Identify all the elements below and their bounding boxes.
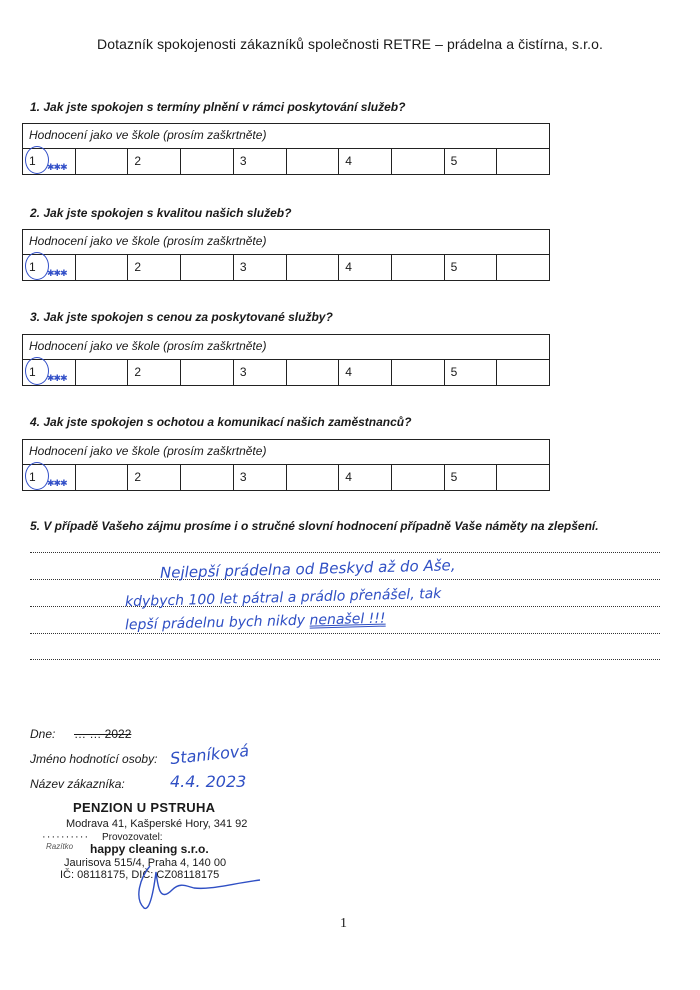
rating-table-1 [22, 123, 550, 175]
grade-4-cell[interactable] [339, 255, 392, 280]
answer-line [30, 579, 660, 580]
grade-5-cell[interactable] [445, 360, 498, 385]
stamp-address: Modrava 41, Kašperské Hory, 341 92 [66, 818, 248, 830]
grade-1-cell[interactable] [23, 255, 76, 280]
signature-icon [120, 858, 270, 918]
comment-line-2: kdybych 100 let pátral a prádlo přenášel, tak [124, 585, 442, 611]
grade-label: 5 [450, 260, 458, 274]
comment-emphasis: nenašel !!! [309, 610, 386, 629]
grade-label: 3 [239, 470, 247, 484]
grade-4-check-cell[interactable] [392, 465, 445, 490]
question-1-label: 1. Jak jste spokojen s termíny plnění v rámci poskytování služeb? [30, 100, 406, 114]
grade-2-check-cell[interactable] [181, 255, 234, 280]
grade-label: 1 [29, 470, 36, 484]
grade-2-check-cell[interactable] [181, 360, 234, 385]
circle-mark [25, 252, 49, 280]
grade-3-check-cell[interactable] [287, 465, 340, 490]
circle-mark [25, 462, 49, 490]
circle-mark [25, 357, 49, 385]
grade-label: 3 [239, 154, 247, 168]
answer-line [30, 552, 660, 553]
grade-3-check-cell[interactable] [287, 255, 340, 280]
grade-5-check-cell[interactable] [497, 255, 549, 280]
grade-2-cell[interactable] [128, 465, 181, 490]
mark-scribble: ✱✱✱ [47, 162, 67, 172]
grade-5-cell[interactable] [445, 149, 498, 174]
grade-5-check-cell[interactable] [497, 465, 549, 490]
mark-scribble: ✱✱✱ [47, 373, 67, 383]
grade-label: 5 [450, 365, 458, 379]
comment-line-3 [125, 611, 386, 634]
comment-line-3-text: lepší prádelnu bych nikdy [124, 612, 306, 634]
grade-label: 4 [345, 470, 352, 484]
date-label: Dne: [30, 727, 56, 741]
grade-1-cell[interactable] [23, 149, 76, 174]
question-2-label: 2. Jak jste spokojen s kvalitou našich služeb? [30, 206, 292, 220]
grade-1-check-cell[interactable] [76, 255, 129, 280]
person-value: Staníková [169, 740, 250, 769]
grade-label: 1 [29, 154, 36, 168]
grade-label: 3 [239, 260, 247, 274]
rating-header: Hodnocení jako ve škole (prosím zaškrtněte) [23, 440, 549, 465]
grade-3-cell[interactable] [234, 255, 287, 280]
grade-label: 4 [345, 154, 352, 168]
grade-1-check-cell[interactable] [76, 465, 129, 490]
grade-label: 2 [134, 260, 142, 274]
grade-2-cell[interactable] [128, 149, 181, 174]
stamp-dots: · · · · · · · · · · [42, 831, 88, 843]
grade-1-cell[interactable] [23, 465, 76, 490]
grade-4-cell[interactable] [339, 149, 392, 174]
mark-scribble: ✱✱✱ [47, 478, 67, 488]
question-5-label: 5. V případě Vašeho zájmu prosíme i o stručné slovní hodnocení případně Vaše náměty na zlepšení. [30, 519, 599, 533]
question-3-label: 3. Jak jste spokojen s cenou za poskytované služby? [30, 310, 333, 324]
grade-1-check-cell[interactable] [76, 360, 129, 385]
grade-2-check-cell[interactable] [181, 465, 234, 490]
grade-5-cell[interactable] [445, 255, 498, 280]
stamp-label: Razítko [46, 842, 74, 851]
grade-label: 1 [29, 365, 36, 379]
grade-3-check-cell[interactable] [287, 149, 340, 174]
grade-3-cell[interactable] [234, 149, 287, 174]
grade-label: 3 [239, 365, 247, 379]
stamp-company: happy cleaning s.r.o. [90, 842, 209, 856]
grade-4-check-cell[interactable] [392, 255, 445, 280]
rating-table-3 [22, 334, 550, 386]
grade-label: 5 [450, 470, 458, 484]
rating-row [23, 255, 549, 280]
customer-value: 4.4. 2023 [170, 772, 247, 791]
person-label: Jméno hodnotící osoby: [30, 752, 158, 766]
grade-3-cell[interactable] [234, 360, 287, 385]
grade-5-cell[interactable] [445, 465, 498, 490]
answer-line [30, 659, 660, 660]
grade-3-check-cell[interactable] [287, 360, 340, 385]
grade-2-check-cell[interactable] [181, 149, 234, 174]
rating-header: Hodnocení jako ve škole (prosím zaškrtněte) [23, 124, 549, 149]
question-4-label: 4. Jak jste spokojen s ochotou a komunikací našich zaměstnanců? [30, 415, 412, 429]
grade-2-cell[interactable] [128, 255, 181, 280]
grade-1-check-cell[interactable] [76, 149, 129, 174]
grade-4-cell[interactable] [339, 360, 392, 385]
grade-label: 2 [134, 365, 142, 379]
comment-line-1: Nejlepší prádelna od Beskyd až do Aše, [159, 556, 456, 582]
rating-row [23, 465, 549, 490]
rating-header: Hodnocení jako ve škole (prosím zaškrtněte) [23, 335, 549, 360]
grade-label: 2 [134, 470, 142, 484]
circle-mark [25, 146, 49, 174]
page-number: 1 [340, 916, 347, 931]
customer-label: Název zákazníka: [30, 777, 125, 791]
grade-4-cell[interactable] [339, 465, 392, 490]
mark-scribble: ✱✱✱ [47, 268, 67, 278]
date-value: … … 2022 [74, 727, 132, 741]
grade-1-cell[interactable] [23, 360, 76, 385]
grade-label: 5 [450, 154, 458, 168]
grade-label: 2 [134, 154, 142, 168]
rating-row [23, 149, 549, 174]
grade-label: 4 [345, 365, 352, 379]
rating-table-4 [22, 439, 550, 491]
rating-table-2 [22, 229, 550, 281]
stamp-operator-label: Provozovatel: [102, 832, 163, 843]
stamp-ids: IČ: 08118175, DIČ: CZ08118175 [60, 869, 220, 881]
grade-4-check-cell[interactable] [392, 149, 445, 174]
grade-3-cell[interactable] [234, 465, 287, 490]
grade-2-cell[interactable] [128, 360, 181, 385]
stamp-name: PENZION U PSTRUHA [73, 800, 216, 815]
grade-5-check-cell[interactable] [497, 360, 549, 385]
grade-label: 4 [345, 260, 352, 274]
grade-label: 1 [29, 260, 36, 274]
document-title: Dotazník spokojenosti zákazníků společnosti RETRE – prádelna a čistírna, s.r.o. [97, 36, 603, 52]
grade-4-check-cell[interactable] [392, 360, 445, 385]
stamp-company-address: Jaurisova 515/4, Praha 4, 140 00 [64, 857, 227, 869]
rating-row [23, 360, 549, 385]
rating-header: Hodnocení jako ve škole (prosím zaškrtněte) [23, 230, 549, 255]
grade-5-check-cell[interactable] [497, 149, 549, 174]
